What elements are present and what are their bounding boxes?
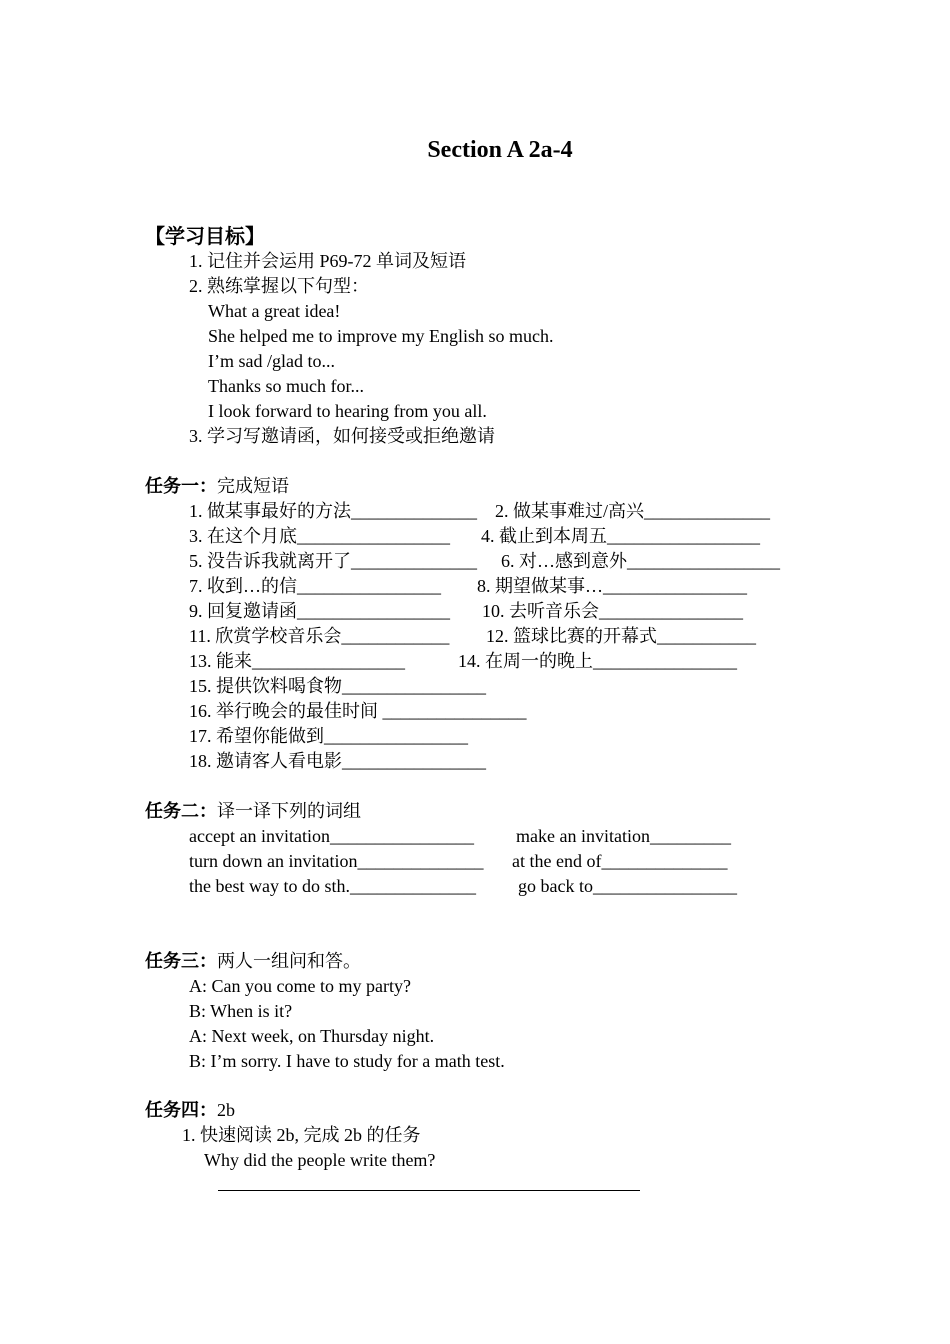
task4-title: 2b bbox=[217, 1100, 235, 1120]
phrase-item: 8. 期望做某事…________________ bbox=[477, 576, 747, 596]
phrase-item: 5. 没告诉我就离开了______________ bbox=[189, 551, 477, 571]
dialogue-line: B: I’m sorry. I have to study for a math test. bbox=[189, 1051, 505, 1071]
translate-item: turn down an invitation______________ bbox=[189, 851, 484, 871]
page-title: Section A 2a-4 bbox=[427, 137, 573, 163]
phrase-item: 4. 截止到本周五_________________ bbox=[481, 526, 760, 546]
sentence-pattern: What a great idea! bbox=[208, 301, 341, 321]
phrase-item: 11. 欣赏学校音乐会____________ bbox=[189, 626, 450, 646]
phrase-item: 10. 去听音乐会________________ bbox=[482, 601, 743, 621]
sentence-pattern: I look forward to hearing from you all. bbox=[208, 401, 487, 421]
phrase-item: 15. 提供饮料喝食物________________ bbox=[189, 676, 486, 696]
phrase-item: 7. 收到…的信________________ bbox=[189, 576, 441, 596]
sentence-pattern: I’m sad /glad to... bbox=[208, 351, 335, 371]
task1-heading bbox=[145, 474, 289, 499]
translate-item: at the end of______________ bbox=[512, 851, 728, 871]
translate-item: make an invitation_________ bbox=[516, 826, 731, 846]
phrase-item: 14. 在周一的晚上________________ bbox=[458, 651, 737, 671]
task3-heading bbox=[145, 949, 361, 974]
sentence-pattern: She helped me to improve my English so much. bbox=[208, 326, 554, 346]
phrase-item: 12. 篮球比赛的开幕式___________ bbox=[486, 626, 756, 646]
phrase-item: 2. 做某事难过/高兴______________ bbox=[495, 501, 771, 521]
phrase-item: 17. 希望你能做到________________ bbox=[189, 726, 468, 746]
phrase-item: 1. 做某事最好的方法______________ bbox=[189, 501, 477, 521]
objective-item: 1. 记住并会运用 P69-72 单词及短语 bbox=[189, 251, 467, 271]
objectives-heading: 【学习目标】 bbox=[145, 226, 265, 248]
dialogue-line: B: When is it? bbox=[189, 1001, 293, 1021]
phrase-item: 18. 邀请客人看电影________________ bbox=[189, 751, 486, 771]
task2-heading bbox=[145, 799, 361, 824]
reading-task: 1. 快速阅读 2b, 完成 2b 的任务 bbox=[182, 1125, 421, 1145]
reading-question: Why did the people write them? bbox=[204, 1150, 436, 1170]
phrase-item: 3. 在这个月底_________________ bbox=[189, 526, 450, 546]
translate-item: accept an invitation________________ bbox=[189, 826, 474, 846]
task4-label: 任务四： bbox=[145, 1100, 217, 1120]
phrase-item: 16. 举行晚会的最佳时间 ________________ bbox=[189, 701, 527, 721]
objective-item: 3. 学习写邀请函，如何接受或拒绝邀请 bbox=[189, 426, 495, 446]
dialogue-line: A: Can you come to my party? bbox=[189, 976, 411, 996]
answer-line bbox=[218, 1190, 640, 1191]
sentence-pattern: Thanks so much for... bbox=[208, 376, 364, 396]
task2-label: 任务二： bbox=[145, 801, 217, 821]
translate-item: go back to________________ bbox=[518, 876, 737, 896]
task3-label: 任务三： bbox=[145, 951, 217, 971]
objective-item: 2. 熟练掌握以下句型： bbox=[189, 276, 369, 296]
phrase-item: 6. 对…感到意外_________________ bbox=[501, 551, 780, 571]
dialogue-line: A: Next week, on Thursday night. bbox=[189, 1026, 435, 1046]
translate-item: the best way to do sth.______________ bbox=[189, 876, 476, 896]
phrase-item: 13. 能来_________________ bbox=[189, 651, 405, 671]
task1-label: 任务一： bbox=[145, 476, 217, 496]
phrase-item: 9. 回复邀请函_________________ bbox=[189, 601, 450, 621]
task3-title: 两人一组问和答。 bbox=[217, 951, 361, 971]
task1-title: 完成短语 bbox=[217, 476, 289, 496]
task2-title: 译一译下列的词组 bbox=[217, 801, 361, 821]
task4-heading bbox=[145, 1098, 235, 1123]
